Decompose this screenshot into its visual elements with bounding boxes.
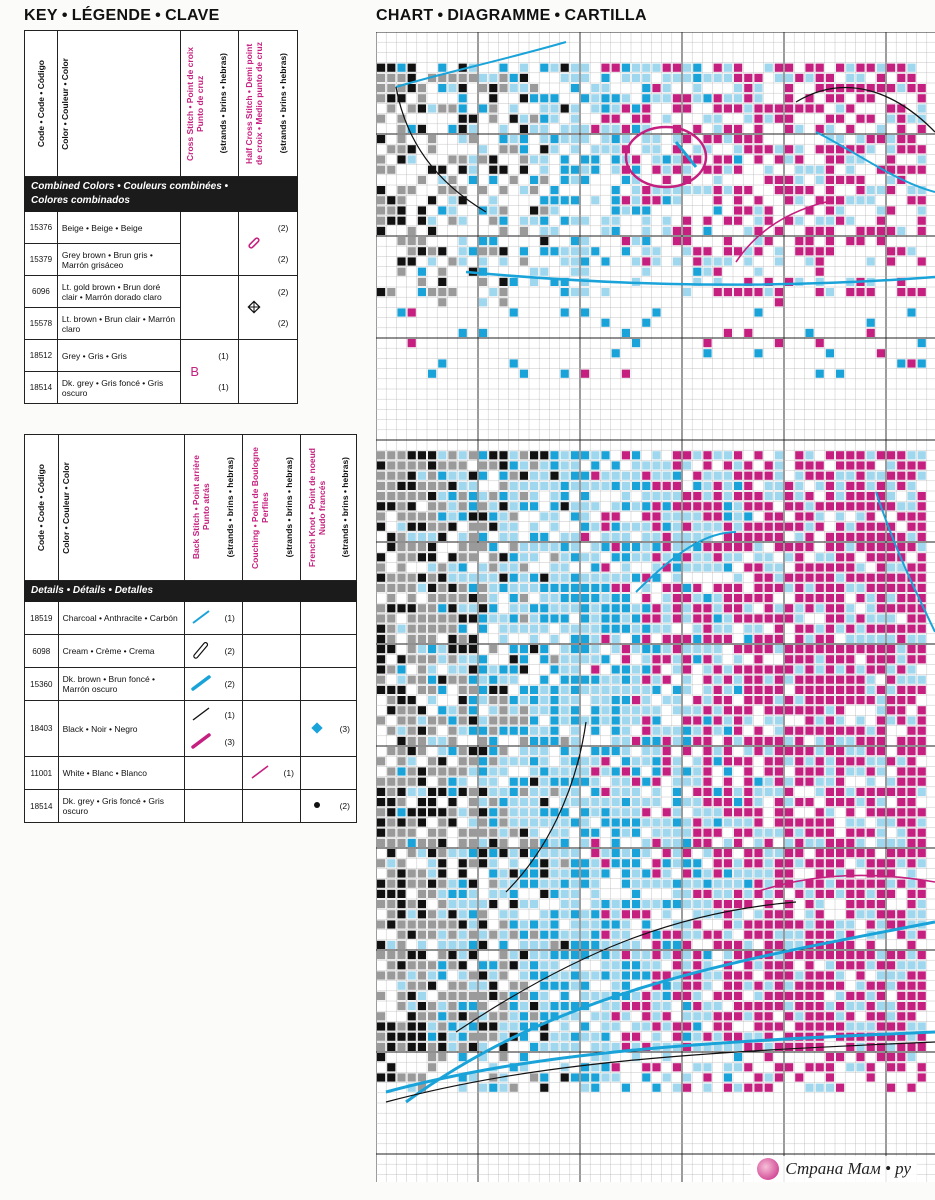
key-heading-fr: LÉGENDE xyxy=(71,7,152,24)
key-table-details xyxy=(24,434,357,823)
table-row: 15376 Beige • Beige • Beige (2) xyxy=(25,212,298,244)
watermark: Страна Мам • ру xyxy=(751,1156,917,1182)
section-details: Details • Détails • Detalles xyxy=(25,581,357,602)
french-knot-black-dot-icon xyxy=(312,800,322,810)
table-row: 15379 Grey brown • Brun gris • Marrón grisáceo (2) xyxy=(25,244,298,276)
backstitch-cyan-icon xyxy=(190,608,212,626)
key-heading: KEY • LÉGENDE • CLAVE xyxy=(24,7,220,24)
flower-logo-icon xyxy=(757,1158,779,1180)
key-table-combined-header xyxy=(25,31,298,177)
section-combined-colors: Combined Colors • Couleurs combinées • Colores combinados xyxy=(25,177,298,212)
col-color-header: Color • Couleur • Color xyxy=(57,31,180,177)
chart-heading-fr: DIAGRAMME xyxy=(447,7,551,24)
table-row: 18514 Dk. grey • Gris foncé • Gris oscuro (1) xyxy=(25,372,298,404)
backstitch-cream-icon xyxy=(190,641,212,659)
backstitch-dark-brown-icon xyxy=(190,674,212,692)
chart-heading: CHART • DIAGRAMME • CARTILLA xyxy=(376,7,647,24)
backstitch-black-icon xyxy=(190,705,212,723)
key-heading-en: KEY xyxy=(24,7,58,24)
table-row: 15360 Dk. brown • Brun foncé • Marrón oscuro (2) xyxy=(25,668,357,701)
pink-stitch-icon xyxy=(246,235,262,251)
table-row: 6096 Lt. gold brown • Brun doré clair • Marrón dorado claro (2) xyxy=(25,276,298,308)
table-row: 18512 Grey • Gris • Gris B (1) xyxy=(25,340,298,372)
backstitch-black-pink-icon xyxy=(190,732,212,750)
table-row: 11001 White • Blanc • Blanco (1) xyxy=(25,757,357,790)
couching-white-icon xyxy=(249,763,271,781)
table-row: 18519 Charcoal • Anthracite • Carbón (1) xyxy=(25,602,357,635)
cross-stitch-symbol-b: B xyxy=(180,340,208,404)
table-row: 18514 Dk. grey • Gris foncé • Gris oscuro (2) xyxy=(25,790,357,823)
col-cross-strands-header: (strands • brins • hebras) xyxy=(209,31,239,177)
col-cross-header: Cross Stitch • Point de croix Punto de cruz xyxy=(180,31,208,177)
table-row: 15578 Lt. brown • Brun clair • Marrón claro (2) xyxy=(25,308,298,340)
chart-heading-es: CARTILLA xyxy=(564,7,647,24)
key-heading-es: CLAVE xyxy=(165,7,220,24)
half-stitch-symbol-b xyxy=(239,276,269,340)
key-table-details-header: Code • Code • Código Color • Couleur • Color Back Stitch • Point arrière Punto atrás (strands • brins • hebras) Couching • Point de Boulogne Perfiles (strands • brins • hebras) French Knot • Point de noeud Nudo francés (strands • brins • hebras) xyxy=(25,435,357,581)
table-row: 6098 Cream • Crème • Crema (2) xyxy=(25,635,357,668)
french-knot-cyan-diamond-icon xyxy=(310,721,324,735)
table-row: 18403 Black • Noir • Negro (1) (3) xyxy=(25,701,357,729)
col-half-strands-header: (strands • brins • hebras) xyxy=(269,31,297,177)
chart-heading-en: CHART xyxy=(376,7,434,24)
half-stitch-symbol-a xyxy=(239,212,269,276)
col-code-header: Code • Code • Código xyxy=(25,31,58,177)
key-table-combined xyxy=(24,30,298,404)
table-row: (3) xyxy=(25,729,357,757)
col-half-header: Half Cross Stitch • Demi point de croix • Medio punto de cruz xyxy=(239,31,269,177)
diamond-cross-icon xyxy=(247,300,261,314)
cross-stitch-chart xyxy=(376,32,935,1182)
